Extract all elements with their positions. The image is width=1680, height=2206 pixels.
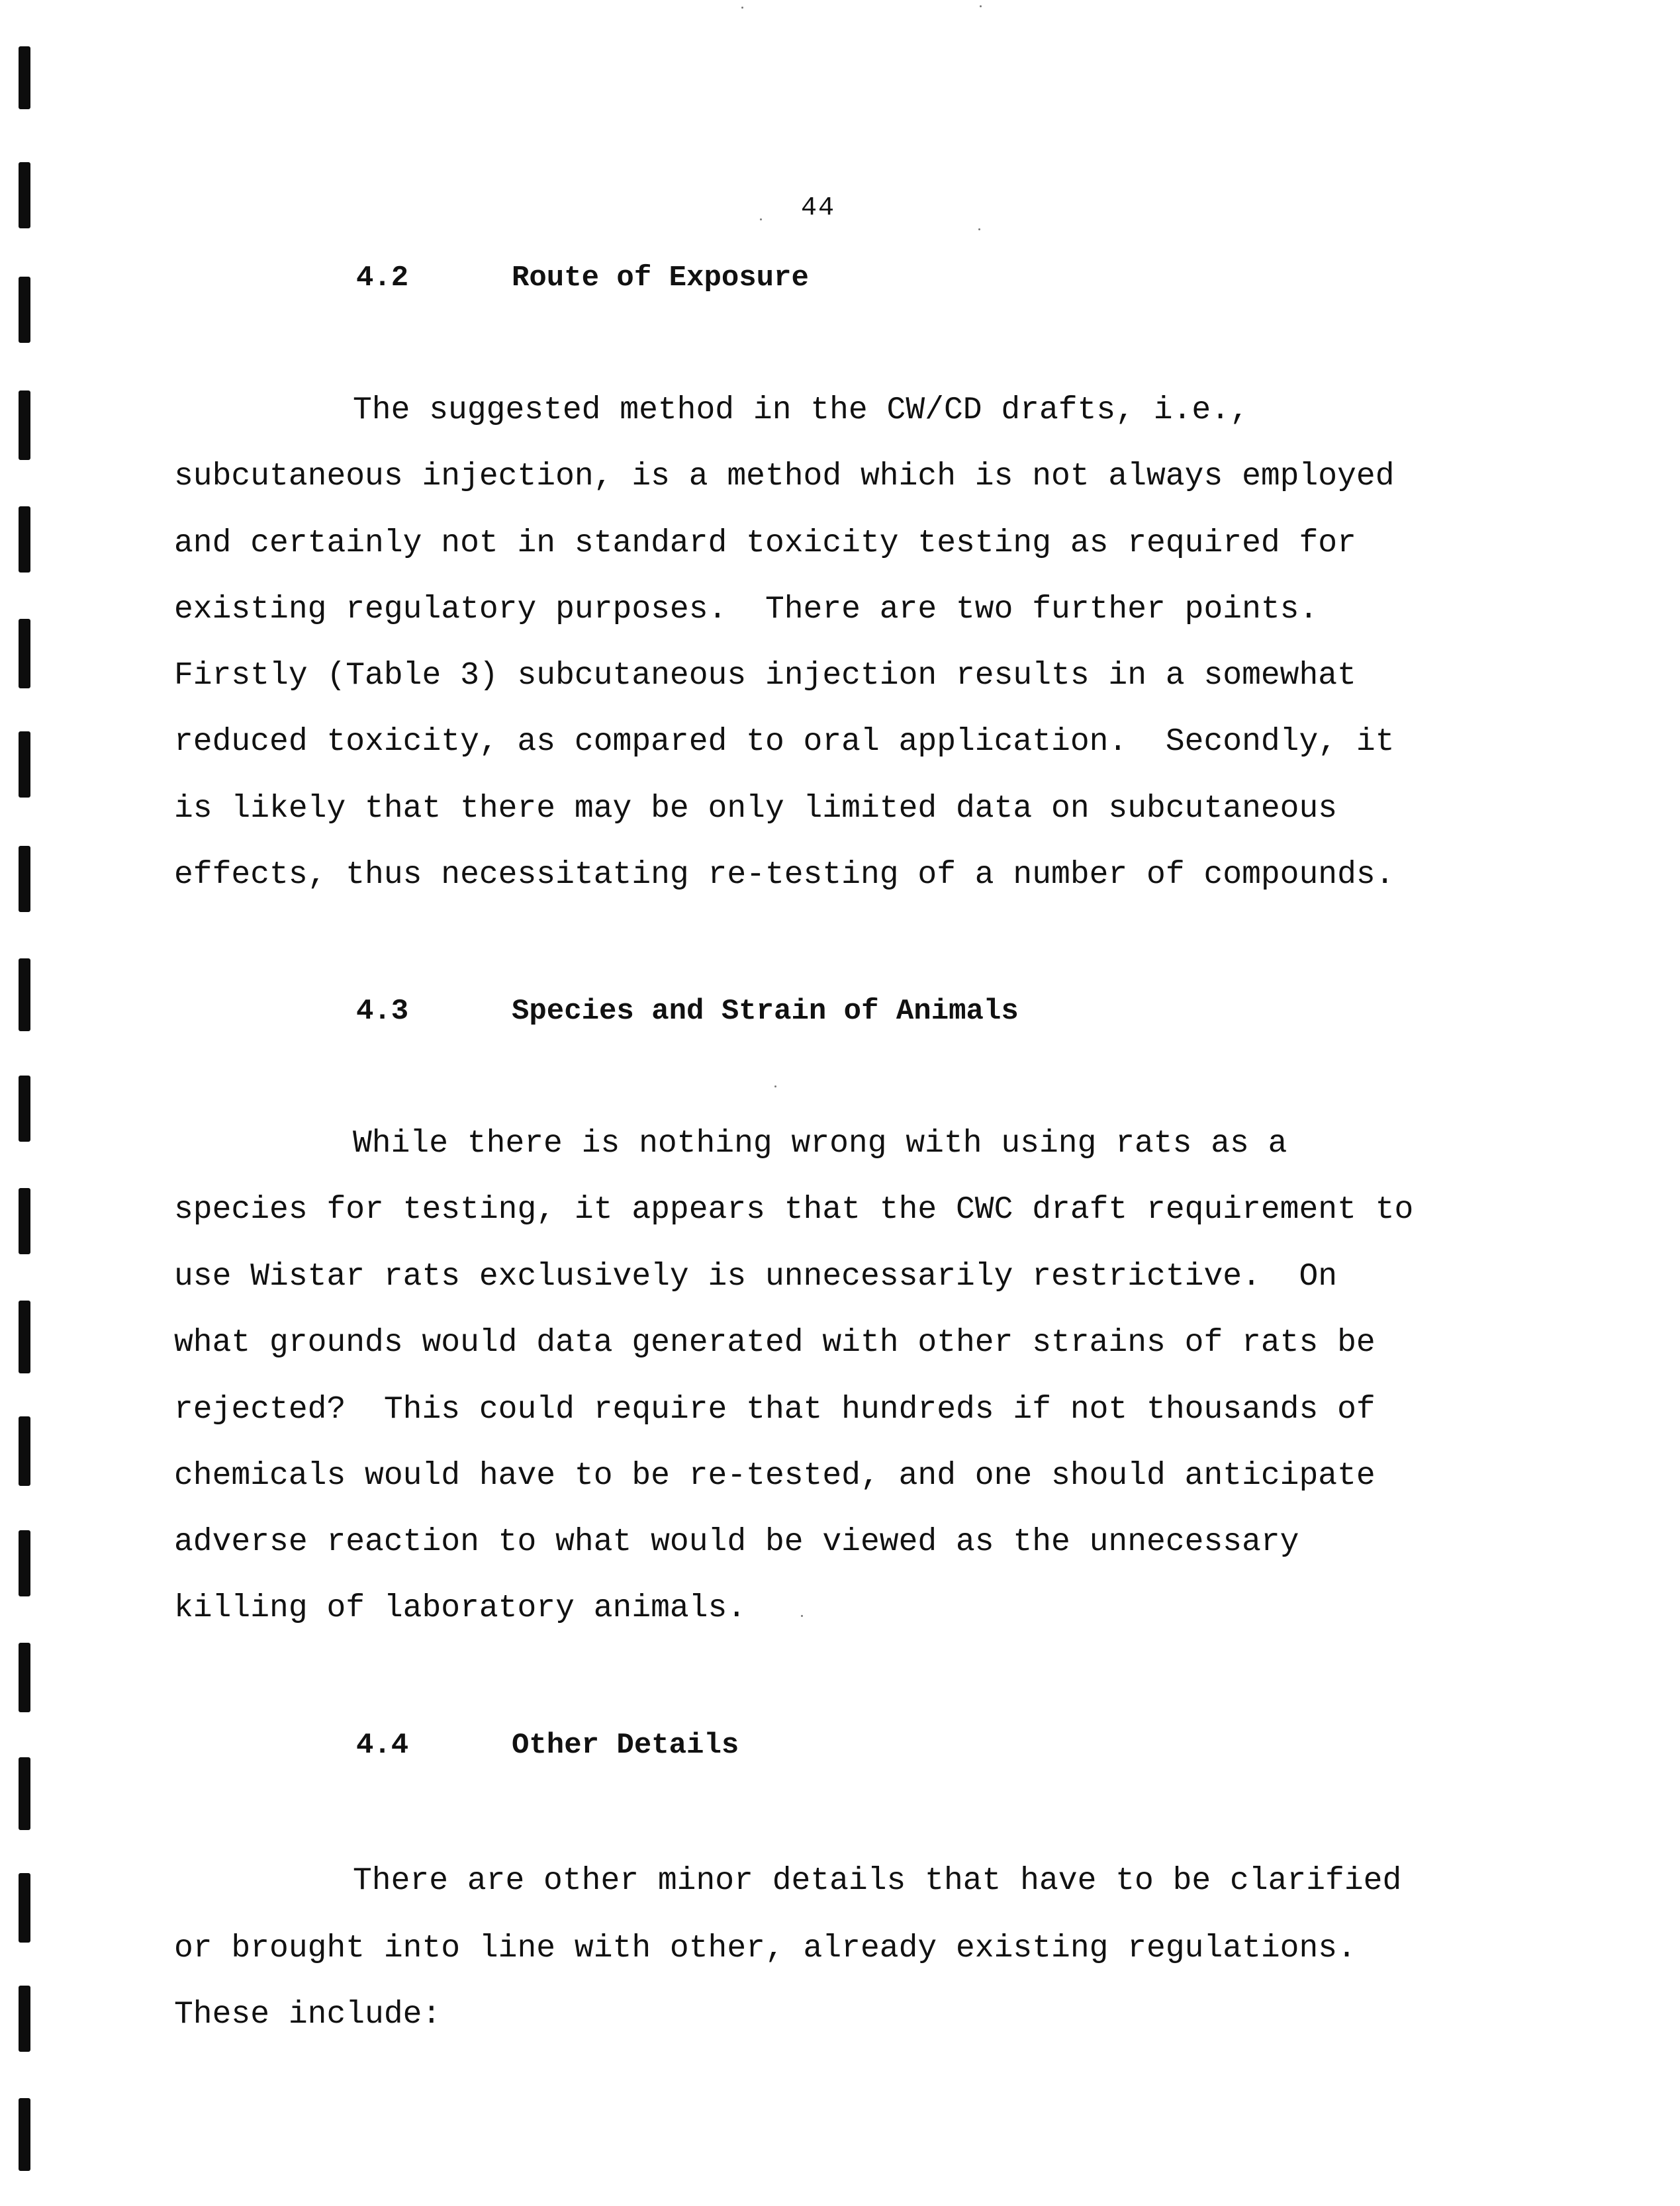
section-heading [356, 261, 809, 295]
binding-mark [19, 1188, 30, 1254]
paragraph-line: rejected? This could require that hundreds if not thousands of [174, 1392, 1376, 1428]
section-heading [356, 995, 1019, 1028]
section-title: Route of Exposure [512, 261, 809, 295]
scan-speck [980, 5, 982, 7]
paragraph-line: species for testing, it appears that the CWC draft requirement to [174, 1192, 1414, 1228]
paragraph-line: and certainly not in standard toxicity testing as required for [174, 526, 1356, 561]
paragraph-line: killing of laboratory animals. [174, 1590, 747, 1626]
scan-speck [741, 7, 743, 9]
section-heading [356, 1729, 739, 1762]
scan-speck [774, 1085, 776, 1087]
paragraph-line: There are other minor details that have to be clarified [353, 1863, 1402, 1899]
paragraph-line: use Wistar rats exclusively is unnecessarily restrictive. On [174, 1259, 1338, 1295]
binding-mark [19, 1530, 30, 1596]
binding-mark [19, 1757, 30, 1830]
binding-mark [19, 1643, 30, 1712]
paragraph-line: adverse reaction to what would be viewed as the unnecessary [174, 1524, 1299, 1560]
page-number: 44 [801, 193, 836, 223]
paragraph-line: These include: [174, 1997, 442, 2033]
paragraph-line: subcutaneous injection, is a method which is not always employed [174, 459, 1395, 494]
binding-mark [19, 1986, 30, 2052]
binding-mark [19, 46, 30, 109]
scan-speck [801, 1615, 803, 1617]
binding-mark [19, 846, 30, 912]
binding-mark [19, 2098, 30, 2171]
paragraph-line: While there is nothing wrong with using rats as a [353, 1126, 1287, 1162]
section-number: 4.3 [356, 995, 409, 1028]
binding-mark [19, 619, 30, 688]
section-title: Species and Strain of Animals [512, 995, 1019, 1028]
scan-speck [760, 218, 762, 220]
scan-speck [978, 228, 980, 230]
binding-mark [19, 1076, 30, 1142]
section-title: Other Details [512, 1729, 739, 1762]
binding-mark [19, 391, 30, 460]
binding-mark [19, 162, 30, 228]
paragraph-line: Firstly (Table 3) subcutaneous injection results in a somewhat [174, 658, 1356, 694]
binding-mark [19, 958, 30, 1031]
paragraph-line: is likely that there may be only limited data on subcutaneous [174, 791, 1338, 827]
paragraph-line: effects, thus necessitating re-testing of a number of compounds. [174, 857, 1395, 893]
paragraph-line: chemicals would have to be re-tested, and one should anticipate [174, 1458, 1376, 1494]
binding-mark [19, 731, 30, 798]
binding-mark [19, 1416, 30, 1486]
section-number: 4.4 [356, 1729, 409, 1762]
paragraph-line: existing regulatory purposes. There are two further points. [174, 592, 1319, 627]
binding-mark [19, 506, 30, 573]
binding-mark [19, 1873, 30, 1943]
paragraph-line: what grounds would data generated with other strains of rats be [174, 1325, 1376, 1361]
paragraph-line: reduced toxicity, as compared to oral application. Secondly, it [174, 724, 1395, 760]
binding-mark [19, 1301, 30, 1373]
section-number: 4.2 [356, 261, 409, 295]
binding-mark [19, 277, 30, 343]
paragraph-line: or brought into line with other, already existing regulations. [174, 1931, 1356, 1966]
paragraph-line: The suggested method in the CW/CD drafts, i.e., [353, 392, 1249, 428]
